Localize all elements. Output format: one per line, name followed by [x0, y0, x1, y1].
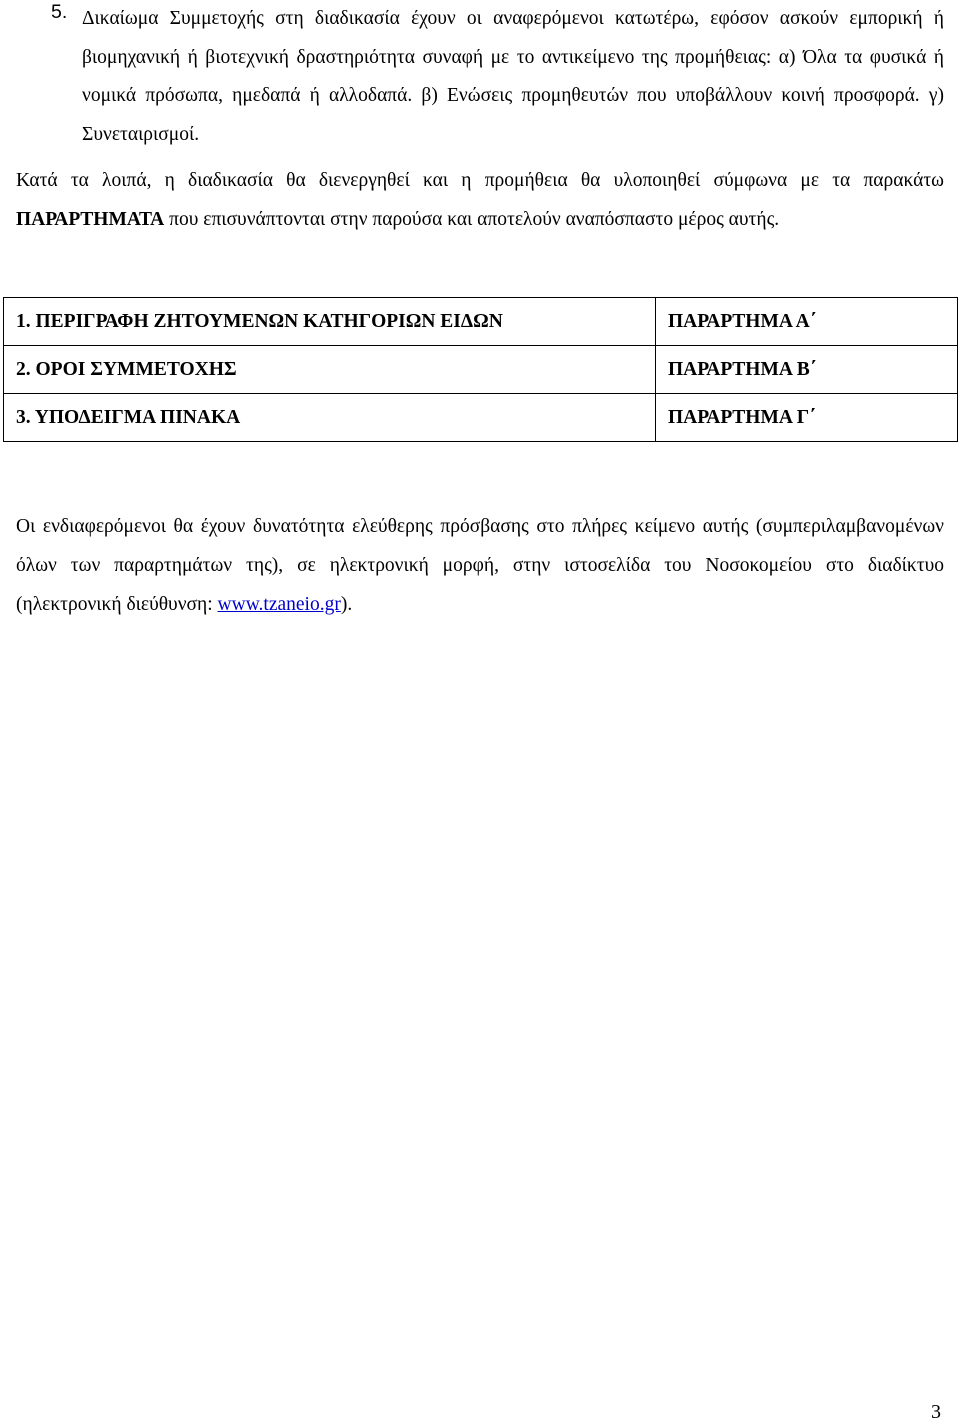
item-number: 5.: [51, 1, 68, 23]
annex-title: 2. ΟΡΟΙ ΣΥΜΜΕΤΟΧΗΣ: [4, 346, 656, 394]
annex-title: 1. ΠΕΡΙΓΡΑΦΗ ΖΗΤΟΥΜΕΝΩΝ ΚΑΤΗΓΟΡΙΩΝ ΕΙΔΩΝ: [4, 298, 656, 346]
annexes-keyword: ΠΑΡΑΡΤΗΜΑΤΑ: [16, 209, 165, 230]
annex-title: 3. ΥΠΟΔΕΙΓΜΑ ΠΙΝΑΚΑ: [4, 394, 656, 442]
annexes-intro-paragraph: [16, 161, 944, 239]
intro-text-start: Κατά τα λοιπά, η διαδικασία θα διενεργηθεί και η προμήθεια θα υλοποιηθεί σύμφωνα με τα παρακάτω: [16, 170, 944, 191]
website-link[interactable]: www.tzaneio.gr: [217, 594, 341, 615]
page-number: 3: [931, 1401, 941, 1423]
access-text-start: Οι ενδιαφερόμενοι θα έχουν δυνατότητα ελεύθερης πρόσβασης στο πλήρες κείμενο αυτής (συμπεριλαμβανομένων όλων των παραρτημάτων της), σε ηλεκτρονική μορφή, στην ιστοσελίδα του Νοσοκομείου στο διαδίκτυο (ηλεκτρονική διεύθυνση:: [16, 516, 944, 615]
table-row: [4, 298, 958, 346]
item-5-text: Δικαίωμα Συμμετοχής στη διαδικασία έχουν οι αναφερόμενοι κατωτέρω, εφόσον ασκούν εμπορική ή βιομηχανική ή βιοτεχνική δραστηριότητα συναφή με το αντικείμενο της προμήθειας: α) Όλα τα φυσικά ή νομικά πρόσωπα, ημεδαπά ή αλλοδαπά. β) Ενώσεις προμηθευτών που υποβάλλουν κοινή προσφορά. γ) Συνεταιρισμοί.: [82, 8, 944, 145]
annex-label: ΠΑΡΑΡΤΗΜΑ Α΄: [656, 298, 958, 346]
access-text-end: ).: [340, 594, 353, 615]
annex-label: ΠΑΡΑΡΤΗΜΑ Γ΄: [656, 394, 958, 442]
table-row: [4, 346, 958, 394]
annex-table: [3, 297, 958, 442]
intro-text-end: που επισυνάπτονται στην παρούσα και αποτελούν αναπόσπαστο μέρος αυτής.: [164, 209, 780, 230]
table-row: [4, 394, 958, 442]
annex-label: ΠΑΡΑΡΤΗΜΑ Β΄: [656, 346, 958, 394]
access-paragraph: [16, 507, 944, 624]
